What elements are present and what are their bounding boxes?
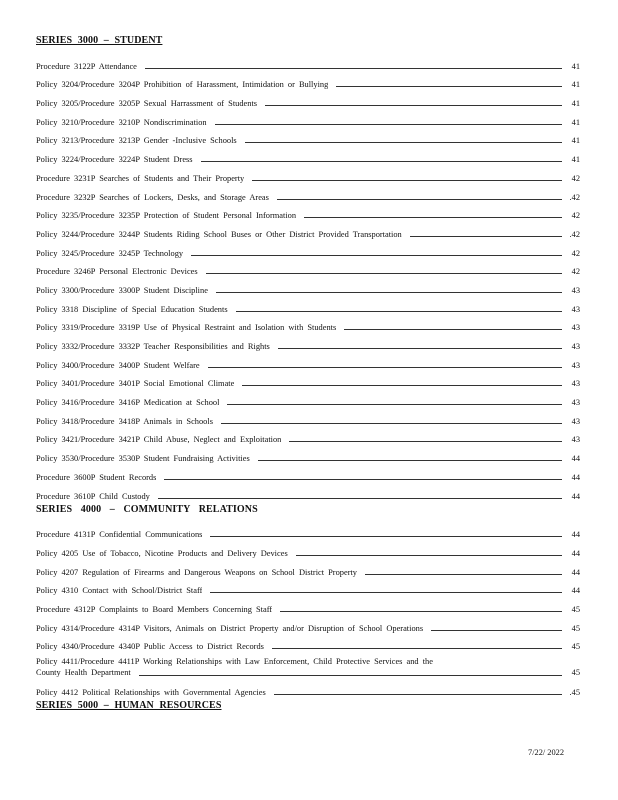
toc-entry (36, 202, 580, 221)
entry-title: Policy 3530/Procedure 3530P Student Fundraising Activities (36, 454, 250, 464)
page-number: 41 (571, 155, 580, 165)
toc-entry (36, 295, 580, 314)
toc-entry (36, 388, 580, 407)
dot-leader (296, 555, 562, 556)
page-number: 43 (571, 379, 580, 389)
dot-leader (410, 236, 562, 237)
toc-entry (36, 71, 580, 90)
entry-title: Procedure 3231P Searches of Students and Their Property (36, 173, 245, 183)
page-number: 45 (571, 604, 580, 614)
toc-entry (36, 332, 580, 351)
toc-entry (36, 145, 580, 164)
dot-leader (278, 348, 562, 349)
toc-entry (36, 52, 580, 71)
entry-title: Policy 4207 Regulation of Firearms and Dangerous Weapons on School District Property (36, 567, 357, 577)
section-heading: SERIES 4000 – COMMUNITY RELATIONS (36, 503, 258, 515)
page-number: 45 (571, 623, 580, 633)
dot-leader (191, 255, 562, 256)
dot-leader (304, 217, 562, 218)
entry-title: Policy 4314/Procedure 4314P Visitors, Animals on District Property and/or Disruption of School Operations (36, 623, 424, 633)
toc-entry (36, 239, 580, 258)
dot-leader (277, 199, 562, 200)
page-number: .42 (569, 229, 580, 239)
dot-leader (344, 329, 562, 330)
toc-entry (36, 108, 580, 127)
entry-title: Policy 3244/Procedure 3244P Students Riding School Buses or Other District Provided Transportation (36, 229, 402, 239)
dot-leader (336, 86, 562, 87)
toc-entry (36, 539, 580, 558)
entry-title: Procedure 3122P Attendance (36, 61, 137, 71)
page-number: 44 (571, 586, 580, 596)
dot-leader (164, 479, 562, 480)
entry-title: Policy 3300/Procedure 3300P Student Discipline (36, 285, 208, 295)
dot-leader (274, 694, 562, 695)
dot-leader (215, 124, 562, 125)
dot-leader (221, 423, 562, 424)
toc-entry (36, 444, 580, 463)
page-number: 43 (571, 342, 580, 351)
page-number: 43 (571, 398, 580, 408)
toc-entry (36, 651, 580, 678)
page-number: 43 (571, 304, 580, 314)
page-number: 42 (571, 267, 580, 277)
toc-entry (36, 678, 580, 697)
entry-title: Policy 3401/Procedure 3401P Social Emotional Climate (36, 379, 235, 389)
page-number: 41 (571, 61, 580, 71)
dot-leader (280, 611, 562, 612)
dot-leader (242, 385, 562, 386)
dot-leader (216, 292, 562, 293)
dot-leader (289, 441, 562, 442)
toc-entry (36, 89, 580, 108)
dot-leader (158, 498, 562, 499)
page-number: 44 (571, 548, 580, 558)
page-number: 44 (571, 472, 580, 482)
entry-title: Policy 3213/Procedure 3213P Gender -Inclusive Schools (36, 136, 237, 146)
entry-title: Policy 3318 Discipline of Special Education Students (36, 304, 228, 314)
toc-entry (36, 614, 580, 633)
toc-entry (36, 633, 580, 652)
toc-entry (36, 407, 580, 426)
entry-title: Policy 3224/Procedure 3224P Student Dress (36, 155, 193, 165)
entry-title: Policy 3245/Procedure 3245P Technology (36, 248, 184, 258)
entry-title: Procedure 3232P Searches of Lockers, Desks, and Storage Areas (36, 192, 269, 202)
page-number: 43 (571, 360, 580, 370)
dot-leader (210, 536, 562, 537)
page-number: 41 (571, 117, 580, 127)
toc-entry (36, 595, 580, 614)
dot-leader (139, 675, 562, 676)
entry-title: Procedure 4312P Complaints to Board Members Concerning Staff (36, 604, 273, 614)
entry-title: Policy 3416/Procedure 3416P Medication at School (36, 398, 220, 408)
section-heading: SERIES 3000 – STUDENT (36, 35, 163, 46)
toc-entry (36, 314, 580, 333)
entry-title-continuation: County Health Department (36, 668, 131, 678)
page-number: 44 (571, 567, 580, 577)
toc-entry (36, 426, 580, 445)
section-heading: SERIES 5000 – HUMAN RESOURCES (36, 700, 222, 711)
dot-leader (431, 630, 562, 631)
page-number: 43 (571, 416, 580, 426)
page-number: 43 (571, 435, 580, 445)
entry-title: Policy 3332/Procedure 3332P Teacher Responsibilities and Rights (36, 342, 270, 351)
table-of-contents (36, 34, 580, 717)
page-number: 43 (571, 323, 580, 333)
dot-leader (201, 161, 562, 162)
dot-leader (236, 311, 562, 312)
toc-entry (36, 351, 580, 370)
entry-title: Policy 3235/Procedure 3235P Protection of Student Personal Information (36, 211, 297, 221)
dot-leader (245, 142, 562, 143)
dot-leader (208, 367, 562, 368)
toc-entry (36, 183, 580, 202)
entry-title: Policy 3204/Procedure 3204P Prohibition of Harassment, Intimidation or Bullying (36, 80, 329, 90)
entry-title: Procedure 3246P Personal Electronic Devices (36, 267, 198, 277)
page-number: 43 (571, 285, 580, 295)
toc-entry (36, 164, 580, 183)
footer-date: 7/22/ 2022 (528, 748, 565, 757)
entry-title: Policy 4412 Political Relationships with Governmental Agencies (36, 688, 266, 697)
dot-leader (210, 592, 562, 593)
page-number: 42 (571, 173, 580, 183)
toc-entry (36, 482, 580, 501)
toc-entry (36, 558, 580, 577)
entry-title: Policy 4310 Contact with School/District Staff (36, 586, 203, 596)
dot-leader (272, 648, 562, 649)
toc-entry (36, 276, 580, 295)
page-number: 44 (571, 530, 580, 540)
entry-title: Policy 4205 Use of Tobacco, Nicotine Products and Delivery Devices (36, 548, 288, 558)
toc-entry (36, 370, 580, 389)
entry-title: Policy 3418/Procedure 3418P Animals in Schools (36, 416, 213, 426)
page-number: 42 (571, 211, 580, 221)
toc-entry (36, 127, 580, 146)
page-number: 44 (571, 491, 580, 501)
toc-entry (36, 220, 580, 239)
entry-title: Policy 4411/Procedure 4411P Working Relationships with Law Enforcement, Child Protective Services and the (36, 657, 433, 667)
page-number: 41 (571, 80, 580, 90)
dot-leader (265, 105, 562, 106)
page-number: 44 (571, 454, 580, 464)
dot-leader (258, 460, 562, 461)
dot-leader (145, 68, 562, 69)
page-number: 45 (571, 642, 580, 652)
entry-title: Procedure 3600P Student Records (36, 472, 157, 482)
dot-leader (252, 180, 562, 181)
page-number: .42 (569, 192, 580, 202)
entry-title: Procedure 4131P Confidential Communications (36, 530, 203, 540)
page-number: 45 (571, 668, 580, 678)
toc-entry (36, 258, 580, 277)
entry-title: Policy 3421/Procedure 3421P Child Abuse, Neglect and Exploitation (36, 435, 282, 445)
entry-title: Policy 3205/Procedure 3205P Sexual Harrassment of Students (36, 99, 258, 109)
entry-title: Policy 4340/Procedure 4340P Public Access to District Records (36, 642, 264, 652)
page-number: 42 (571, 248, 580, 258)
dot-leader (227, 404, 562, 405)
entry-title: Policy 3319/Procedure 3319P Use of Physical Restraint and Isolation with Students (36, 323, 337, 333)
page-number: 41 (571, 136, 580, 146)
page-number: .45 (569, 688, 580, 697)
entry-title: Policy 3210/Procedure 3210P Nondiscrimination (36, 117, 207, 127)
toc-entry (36, 463, 580, 482)
entry-title: Policy 3400/Procedure 3400P Student Welfare (36, 360, 200, 370)
page-number: 41 (571, 99, 580, 109)
dot-leader (365, 574, 562, 575)
entry-title: Procedure 3610P Child Custody (36, 491, 150, 501)
dot-leader (206, 273, 562, 274)
toc-entry (36, 521, 580, 540)
toc-entry (36, 577, 580, 596)
